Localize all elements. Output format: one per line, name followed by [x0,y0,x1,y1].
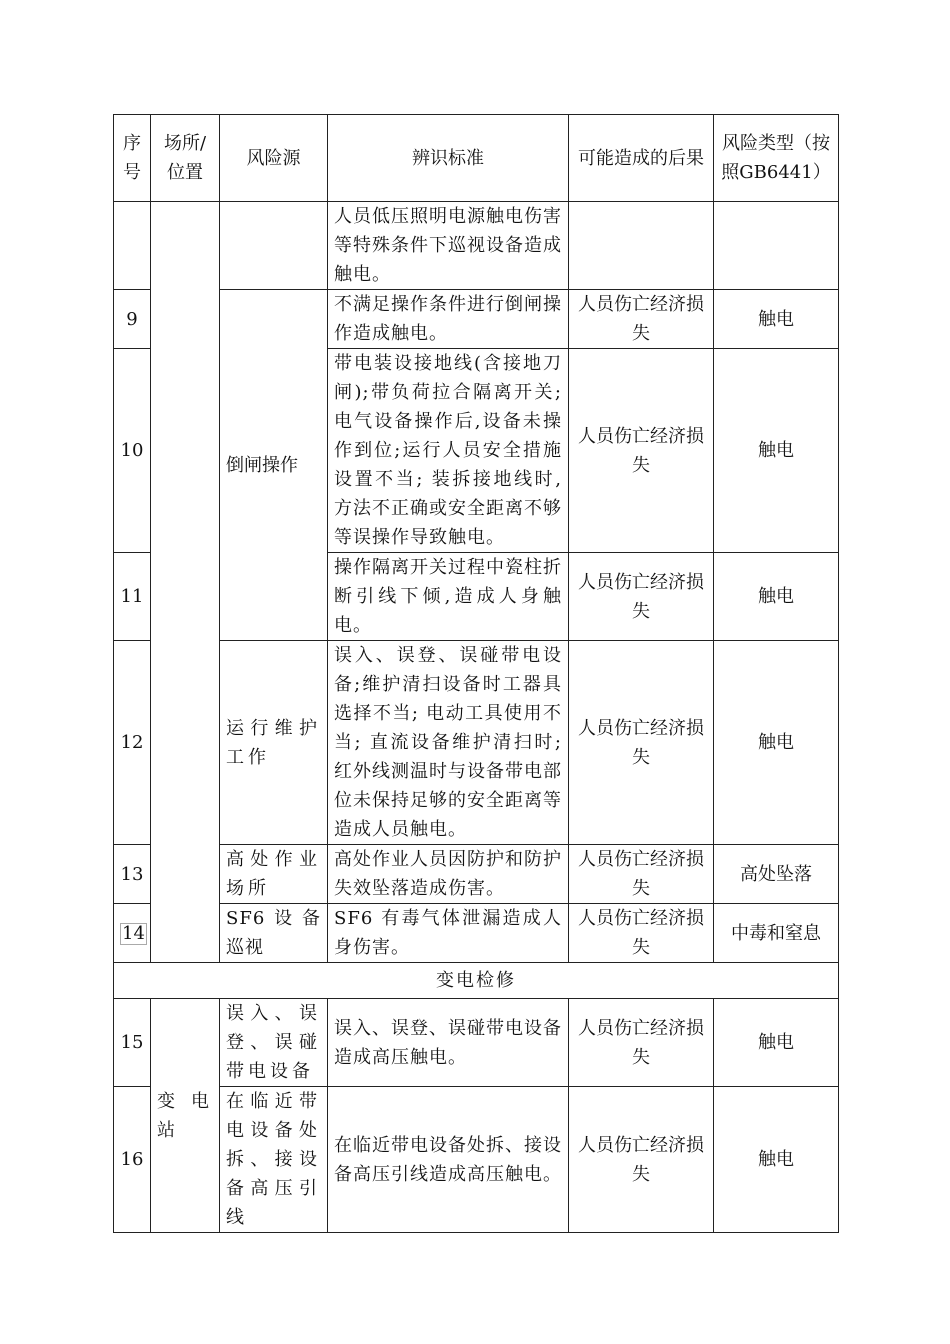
cell-source: SF6设备巡视 [220,904,328,963]
cell-type: 中毒和窒息 [714,904,839,963]
cell-criteria: 高处作业人员因防护和防护失效坠落造成伤害。 [328,845,569,904]
cell-type [714,202,839,290]
section-row [114,963,839,999]
table-row [114,1087,839,1233]
cell-type: 触电 [714,349,839,553]
cell-criteria: 在临近带电设备处拆、接设备高压引线造成高压触电。 [328,1087,569,1233]
table-row [114,202,839,290]
cell-criteria: 带电装设接地线(含接地刀闸);带负荷拉合隔离开关;电气设备操作后,设备未操作到位;运行人员安全措施设置不当; 装拆接地线时,方法不正确或安全距离不够等误操作导致触电。 [328,349,569,553]
cell-source: 高处作业场所 [220,845,328,904]
cell-consequence: 人员伤亡经济损失 [569,290,714,349]
cell-seq [114,202,151,290]
cell-seq: 13 [114,845,151,904]
table-row [114,845,839,904]
cell-consequence [569,202,714,290]
cell-seq: 11 [114,553,151,641]
cell-source: 在临近带电设备处拆、接设备高压引线 [220,1087,328,1233]
cell-seq: 12 [114,641,151,845]
cell-type: 触电 [714,553,839,641]
cell-seq: 16 [114,1087,151,1233]
cell-source-maintenance: 运行维护工作 [220,641,328,845]
cell-type: 触电 [714,641,839,845]
header-criteria: 辨识标准 [328,115,569,202]
cell-criteria: 操作隔离开关过程中瓷柱折断引线下倾,造成人身触电。 [328,553,569,641]
cell-consequence: 人员伤亡经济损失 [569,349,714,553]
cell-type: 高处坠落 [714,845,839,904]
cell-source: 误入、误登、误碰带电设备 [220,999,328,1087]
cell-consequence: 人员伤亡经济损失 [569,553,714,641]
cell-consequence: 人员伤亡经济损失 [569,641,714,845]
cell-consequence: 人员伤亡经济损失 [569,904,714,963]
cell-consequence: 人员伤亡经济损失 [569,845,714,904]
cell-consequence: 人员伤亡经济损失 [569,999,714,1087]
cell-criteria: 误入、误登、误碰带电设备造成高压触电。 [328,999,569,1087]
seq-number-box: 14 [122,922,145,944]
cell-location-blank [151,202,220,963]
cell-source-blank [220,202,328,290]
cell-consequence: 人员伤亡经济损失 [569,1087,714,1233]
table-row [114,290,839,349]
table-row [114,641,839,845]
cell-criteria: 不满足操作条件进行倒闸操作造成触电。 [328,290,569,349]
header-seq: 序号 [114,115,151,202]
cell-criteria: 误入、误登、误碰带电设备;维护清扫设备时工器具选择不当; 电动工具使用不当; 直流设备维护清扫时;红外线测温时与设备带电部位未保持足够的安全距离等造成人员触电。 [328,641,569,845]
header-source: 风险源 [220,115,328,202]
section-title: 变电检修 [114,963,839,999]
header-location: 场所/位置 [151,115,220,202]
cell-source-operation: 倒闸操作 [220,290,328,641]
cell-seq: 9 [114,290,151,349]
risk-table [113,114,839,1233]
cell-location-substation: 变 电 站 [151,999,220,1233]
cell-criteria: SF6 有毒气体泄漏造成人身伤害。 [328,904,569,963]
cell-seq [114,904,151,963]
header-row [114,115,839,202]
table-row [114,999,839,1087]
cell-seq: 15 [114,999,151,1087]
cell-type: 触电 [714,999,839,1087]
cell-seq: 10 [114,349,151,553]
header-consequence: 可能造成的后果 [569,115,714,202]
header-type: 风险类型（按照GB6441） [714,115,839,202]
cell-type: 触电 [714,1087,839,1233]
cell-criteria: 人员低压照明电源触电伤害等特殊条件下巡视设备造成触电。 [328,202,569,290]
cell-type: 触电 [714,290,839,349]
table-row [114,904,839,963]
